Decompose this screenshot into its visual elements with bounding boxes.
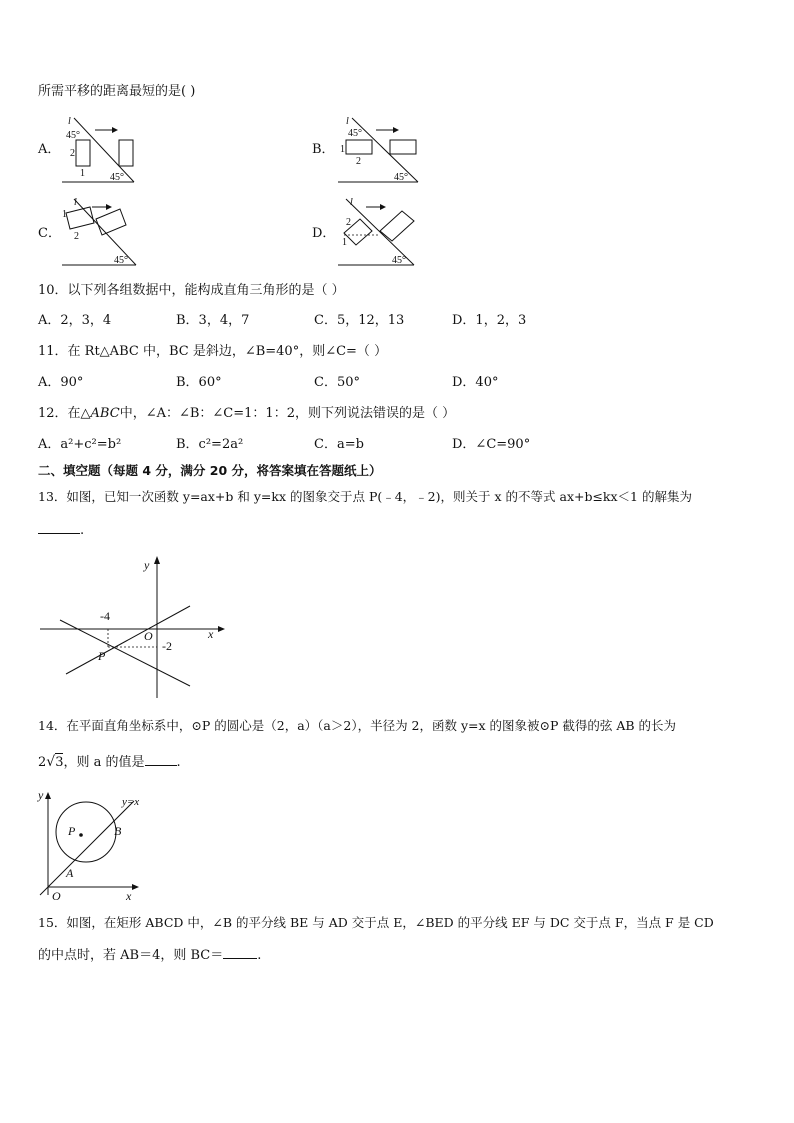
q14-coef: 2	[38, 755, 47, 770]
q14-sqrt-sign: √	[46, 754, 56, 770]
q12-stem-abc: ABC	[90, 406, 120, 421]
q15-end: .	[257, 948, 262, 963]
q9c-45-bottom: 45°	[114, 255, 128, 266]
q14-center-p: P	[68, 824, 76, 838]
q13-tick-neg2: -2	[162, 639, 172, 653]
q11-option-b: B．60°	[176, 375, 222, 390]
q9b-l: l	[346, 116, 349, 127]
q9c-1: 1	[62, 209, 67, 220]
q12-option-d: D．∠C=90°	[452, 437, 531, 452]
q13-stem: 13．如图，已知一次函数 y=ax+b 和 y=kx 的图象交于点 P(﹣4，﹣2)，则关于 x 的不等式 ax+b≤kx＜1 的解集为	[38, 489, 692, 504]
q13-end: .	[80, 523, 85, 538]
q9-option-a-letter: A．	[38, 142, 61, 157]
q9-stem: 所需平移的距离最短的是( )	[38, 84, 196, 99]
q14-line-label: y=x	[122, 796, 140, 808]
q9a-45-bottom: 45°	[110, 172, 124, 183]
q14-x-label: x	[126, 889, 132, 903]
q15-line2	[38, 949, 261, 962]
q9c-2: 2	[74, 231, 79, 242]
q9d-45-bottom: 45°	[392, 255, 406, 266]
q12-stem-a: 12．在△	[38, 406, 91, 421]
q12-stem-b: 中，∠A：∠B：∠C=1：1：2，则下列说法错误的是（ ）	[119, 406, 456, 421]
q14-y-label: y	[38, 788, 44, 802]
q10-option-c: C．5，12，13	[314, 313, 405, 328]
q13-tick-neg4: -4	[100, 609, 110, 623]
q13-origin: O	[144, 629, 153, 643]
q10-option-d: D．1，2，3	[452, 313, 527, 328]
q9a-l: l	[68, 116, 71, 127]
q14-point-b: B	[114, 824, 122, 838]
q13-blank	[38, 532, 80, 534]
q13-x-label: x	[208, 627, 214, 641]
q9b-1: 1	[340, 144, 345, 155]
q12-option-b: B．c²=2a²	[176, 437, 244, 452]
q9a-2: 2	[70, 148, 75, 159]
q9d-l: l	[350, 197, 353, 208]
q14-line2	[38, 755, 181, 769]
q13-y-label: y	[144, 558, 150, 572]
q14-graph	[36, 787, 156, 902]
q13-answer-line	[38, 524, 84, 537]
q12-option-c: C．a=b	[314, 437, 364, 452]
q9-figure-b	[338, 116, 448, 186]
q9a-45-top: 45°	[66, 130, 80, 141]
q11-stem: 11．在 Rt△ABC 中，BC 是斜边，∠B=40°，则∠C=（ ）	[38, 344, 388, 359]
q9-option-d-letter: D．	[312, 226, 336, 241]
q10-option-a: A．2，3，4	[38, 313, 112, 328]
q14-origin: O	[52, 889, 61, 903]
q9-figure-a	[62, 116, 162, 186]
q14-end: .	[176, 755, 181, 770]
q13-graph	[40, 556, 230, 701]
q14-point-a: A	[66, 866, 74, 880]
q11-option-d: D．40°	[452, 375, 499, 390]
q11-option-a: A．90°	[38, 375, 84, 390]
q10-option-b: B．3，4，7	[176, 313, 250, 328]
q9-figure-d	[338, 197, 448, 269]
q12-option-a: A．a²+c²=b²	[38, 437, 122, 452]
q14-stem: 14．在平面直角坐标系中，⊙P 的圆心是（2，a）（a＞2），半径为 2，函数 y=x 的图象被⊙P 截得的弦 AB 的长为	[38, 718, 677, 733]
q9b-45-top: 45°	[348, 128, 362, 139]
q9c-l: l	[74, 197, 77, 208]
q14-sqrt-arg: 3	[55, 755, 64, 770]
q10-stem: 10．以下列各组数据中，能构成直角三角形的是（ ）	[38, 283, 345, 298]
q9d-2: 2	[346, 217, 351, 228]
q15-line2-text: 的中点时，若 AB＝4，则 BC＝	[38, 948, 224, 963]
q13-point-p: P	[98, 649, 106, 663]
q14-line2-text: ，则 a 的值是	[63, 755, 145, 770]
q15-blank	[223, 957, 257, 959]
q9a-1: 1	[80, 168, 85, 179]
q12-stem	[38, 407, 455, 420]
q9b-2: 2	[356, 156, 361, 167]
q14-blank	[145, 764, 177, 766]
section-heading-fill-in: 二、填空题（每题 4 分，满分 20 分，将答案填在答题纸上）	[38, 463, 382, 478]
q9-figure-c	[62, 197, 162, 269]
q15-line1: 15．如图，在矩形 ABCD 中，∠B 的平分线 BE 与 AD 交于点 E，∠BED 的平分线 EF 与 DC 交于点 F，当点 F 是 CD	[38, 915, 714, 930]
q9-option-c-letter: C．	[38, 226, 61, 241]
q9b-45-bottom: 45°	[394, 172, 408, 183]
q11-option-c: C．50°	[314, 375, 360, 390]
q9d-1: 1	[342, 237, 347, 248]
q9-option-b-letter: B．	[312, 142, 335, 157]
